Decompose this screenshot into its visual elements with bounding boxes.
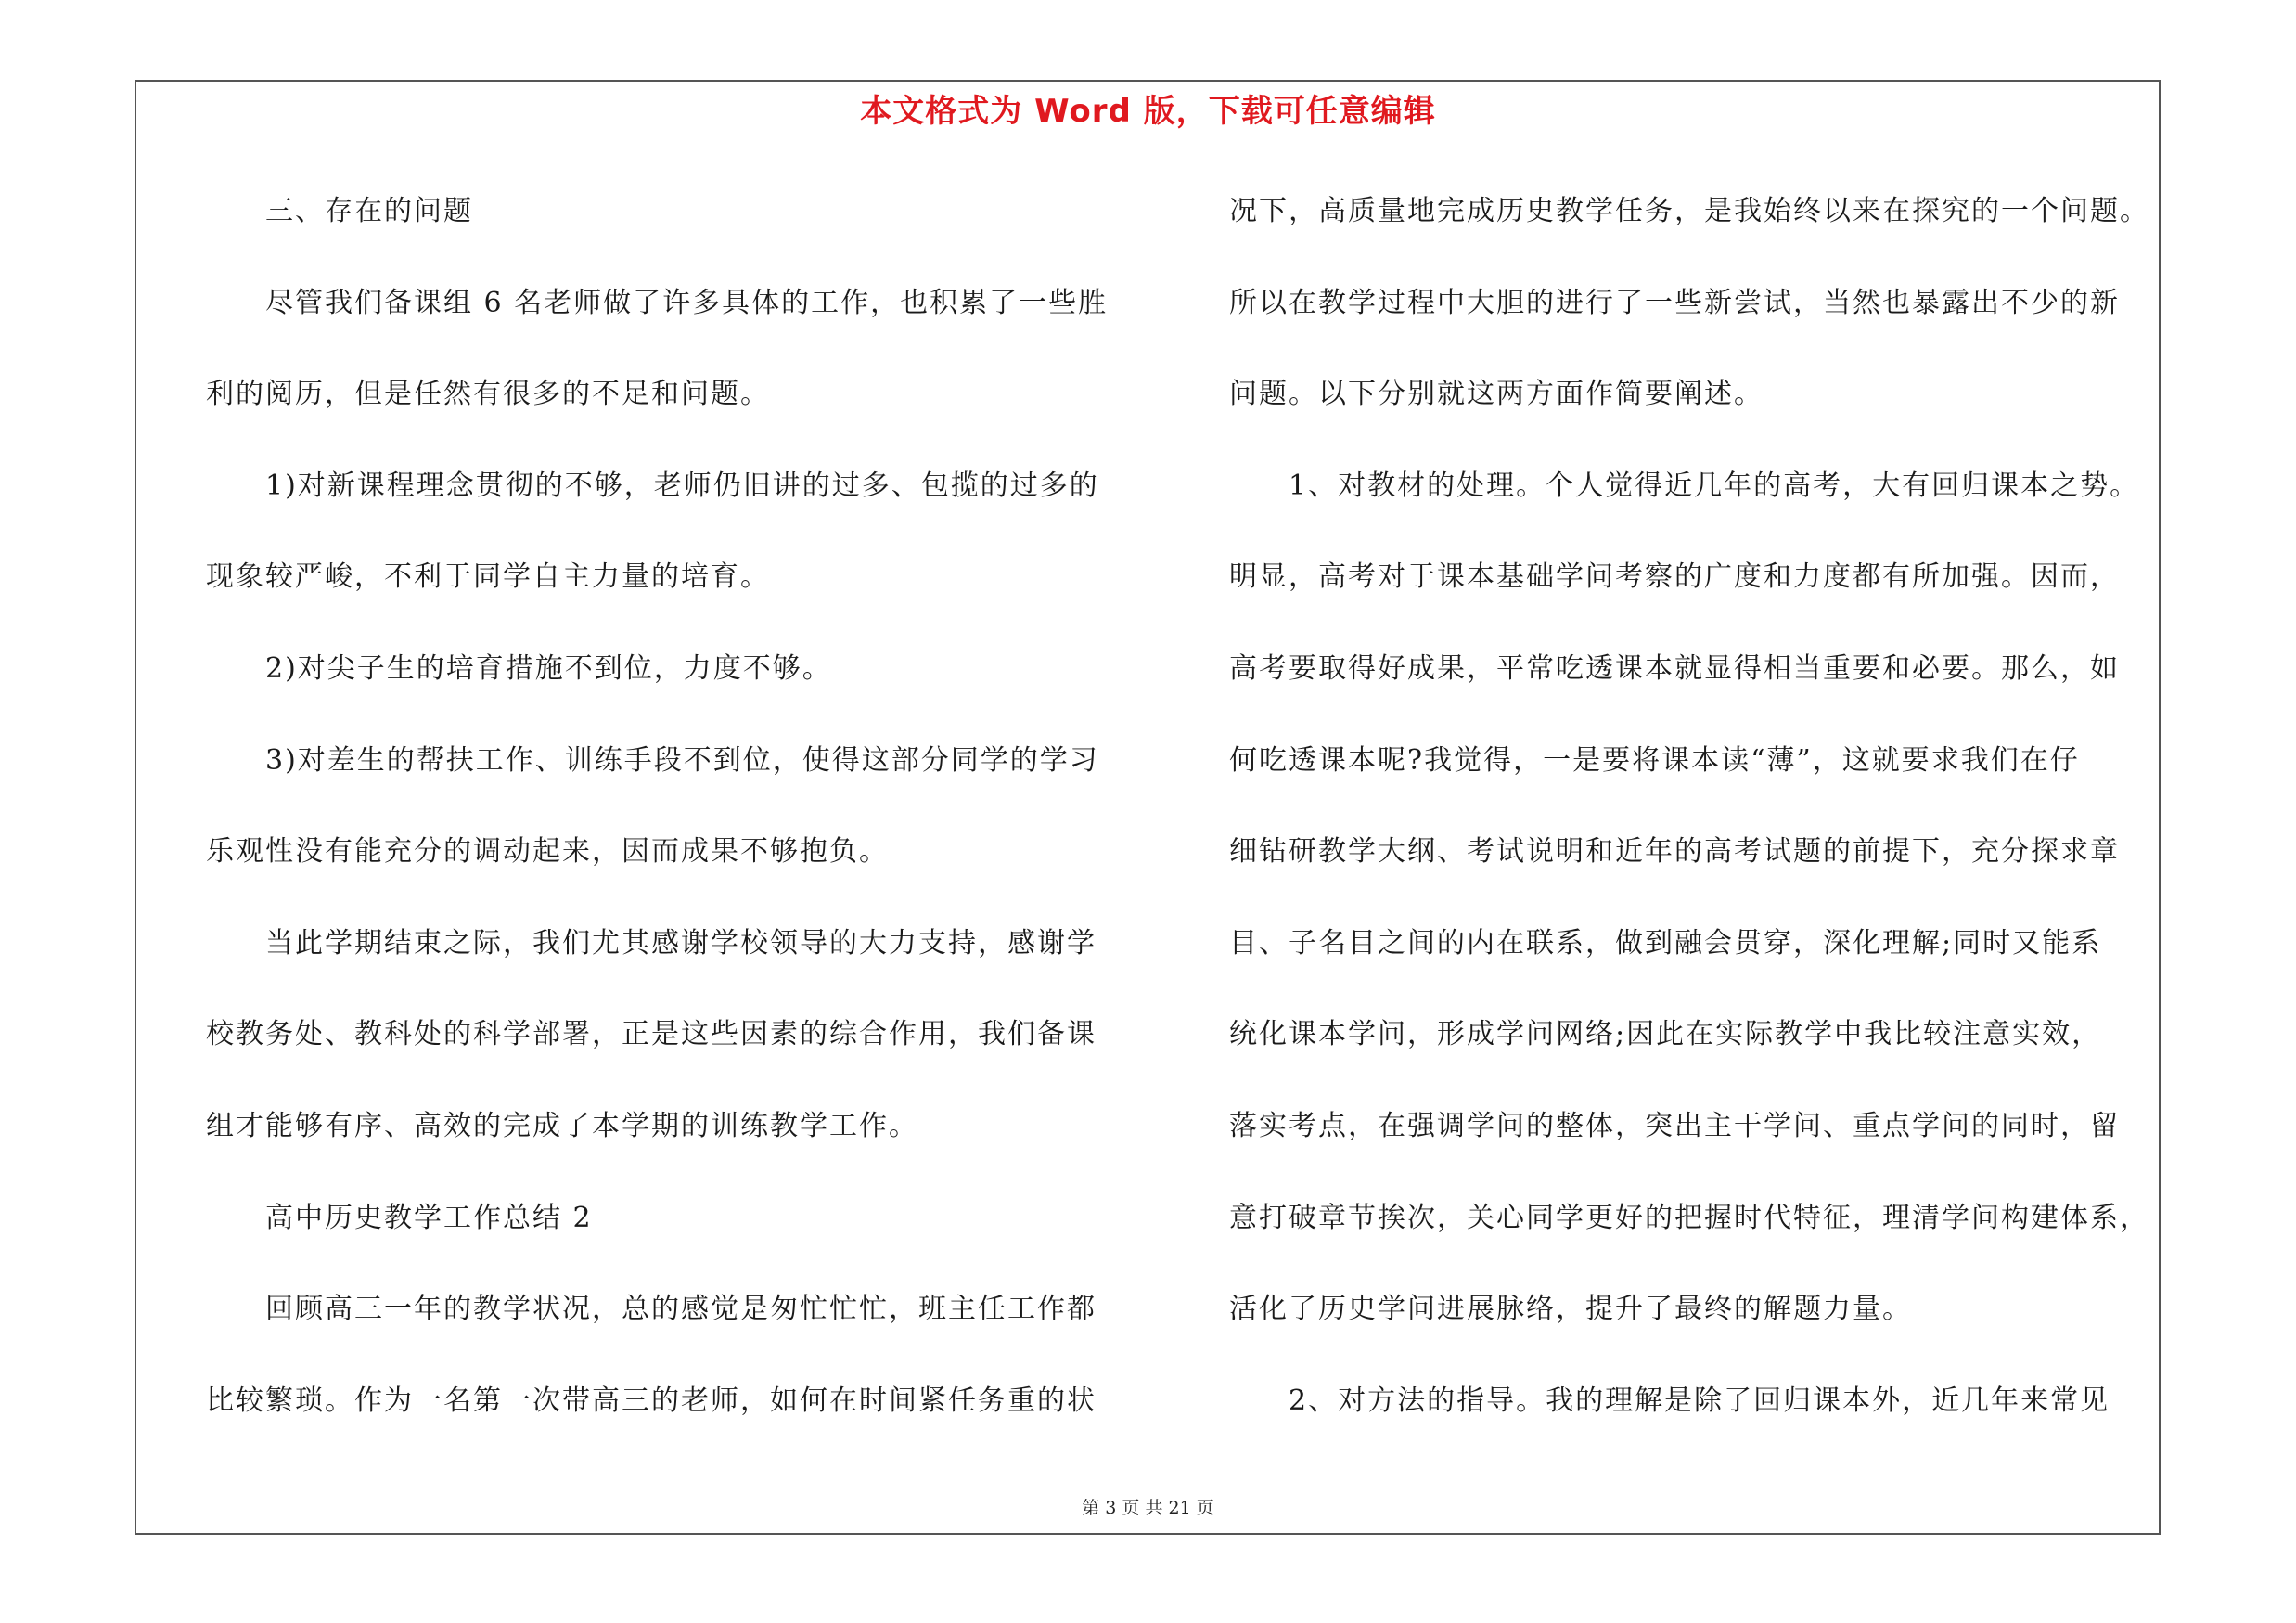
text-line: 三、存在的问题 bbox=[265, 195, 473, 227]
text-line: 现象较严峻，不利于同学自主力量的培育。 bbox=[206, 560, 770, 594]
text-line: 2)对尖子生的培育措施不到位，力度不够。 bbox=[265, 651, 832, 685]
text-line: 高中历史教学工作总结 2 bbox=[265, 1201, 593, 1234]
text-line: 组才能够有序、高效的完成了本学期的训练教学工作。 bbox=[206, 1109, 918, 1142]
text-line: 明显，高考对于课本基础学问考察的广度和力度都有所加强。因而， bbox=[1229, 560, 2120, 594]
text-line: 回顾高三一年的教学状况，总的感觉是匆忙忙忙，班主任工作都 bbox=[265, 1293, 1097, 1326]
text-line: 利的阅历，但是任然有很多的不足和问题。 bbox=[206, 378, 770, 411]
text-line: 活化了历史学问进展脉络，提升了最终的解题力量。 bbox=[1229, 1293, 1912, 1326]
text-line: 乐观性没有能充分的调动起来，因而成果不够抱负。 bbox=[206, 835, 889, 869]
text-line: 2、对方法的指导。我的理解是除了回归课本外，近几年来常见 bbox=[1289, 1384, 2110, 1417]
text-line: 比较繁琐。作为一名第一次带高三的老师，如何在时间紧任务重的状 bbox=[206, 1384, 1097, 1417]
text-line: 落实考点，在强调学问的整体，突出主干学问、重点学问的同时，留 bbox=[1229, 1109, 2120, 1142]
text-line: 尽管我们备课组 6 名老师做了许多具体的工作，也积累了一些胜 bbox=[265, 286, 1109, 319]
text-line: 高考要取得好成果，平常吃透课本就显得相当重要和必要。那么，如 bbox=[1229, 651, 2120, 685]
page-number-footer: 第 3 页 共 21 页 bbox=[1082, 1498, 1214, 1518]
right-column bbox=[1229, 186, 2175, 1466]
text-line: 1、对教材的处理。个人觉得近几年的高考，大有回归课本之势。 bbox=[1289, 469, 2140, 502]
header-banner: 本文格式为 Word 版，下载可任意编辑 bbox=[860, 93, 1436, 130]
left-column bbox=[206, 186, 1134, 1466]
text-line: 问题。以下分别就这两方面作简要阐述。 bbox=[1229, 378, 1764, 411]
text-line: 细钻研教学大纲、考试说明和近年的高考试题的前提下，充分探求章 bbox=[1229, 835, 2120, 869]
text-line: 所以在教学过程中大胆的进行了一些新尝试，当然也暴露出不少的新 bbox=[1229, 286, 2120, 319]
text-line: 3)对差生的帮扶工作、训练手段不到位，使得这部分同学的学习 bbox=[265, 743, 1099, 777]
text-line: 当此学期结束之际，我们尤其感谢学校领导的大力支持，感谢学 bbox=[265, 926, 1097, 960]
text-line: 意打破章节挨次，关心同学更好的把握时代特征，理清学问构建体系， bbox=[1229, 1201, 2149, 1234]
text-line: 1)对新课程理念贯彻的不够，老师仍旧讲的过多、包揽的过多的 bbox=[265, 469, 1099, 502]
text-line: 统化课本学问，形成学问网络;因此在实际教学中我比较注意实效， bbox=[1229, 1018, 2102, 1051]
text-line: 况下，高质量地完成历史教学任务，是我始终以来在探究的一个问题。 bbox=[1229, 195, 2149, 227]
text-line: 目、子名目之间的内在联系，做到融会贯穿，深化理解;同时又能系 bbox=[1229, 926, 2102, 960]
text-line: 校教务处、教科处的科学部署，正是这些因素的综合作用，我们备课 bbox=[206, 1018, 1097, 1051]
text-line: 何吃透课本呢?我觉得，一是要将课本读“薄”，这就要求我们在仔 bbox=[1229, 743, 2080, 777]
